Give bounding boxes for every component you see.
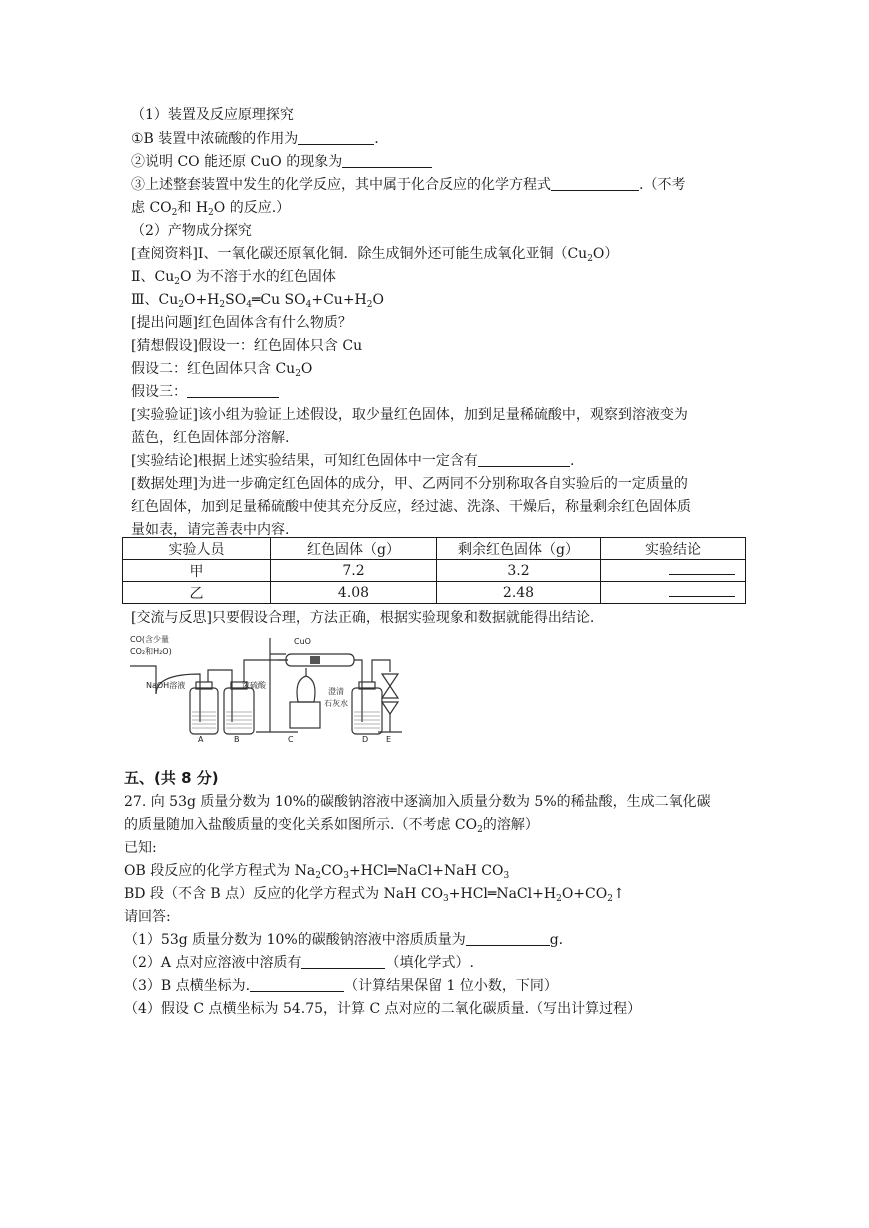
limewater-label-2: 石灰水	[324, 699, 348, 708]
ref2-b: O 为不溶于水的红色固体	[179, 269, 336, 285]
question-2-text: ②说明 CO 能还原 CuO 的现象为	[131, 154, 343, 170]
table-header-row	[123, 538, 746, 560]
cell-solid: 4.08	[271, 582, 437, 604]
ob-equation	[124, 860, 509, 882]
q3-cont-sub2: 2	[208, 208, 214, 218]
hyp3-text: 假设三：	[131, 384, 187, 400]
bottle-d	[352, 688, 382, 734]
ref3-d: ═Cu SO	[251, 292, 306, 308]
verification-line-1: [实验验证]该小组为验证上述假设，取少量红色固体，加到足量稀硫酸中，观察到溶液变为	[131, 407, 688, 423]
conclusion	[131, 450, 574, 472]
bd-sub2: 2	[556, 894, 562, 904]
cuo-sample	[310, 656, 320, 664]
bd-a: BD 段（不含 B 点）反应的化学方程式为 NaH CO	[124, 886, 444, 902]
tube-d-to-e	[372, 660, 390, 682]
conclusion-answer-blank[interactable]	[669, 562, 735, 575]
ref1-b: O）	[592, 246, 619, 262]
part1-heading: （1）装置及反应原理探究	[131, 107, 294, 123]
ref3-sub3: 4	[246, 300, 252, 310]
reference-3-equation	[131, 289, 384, 311]
data-processing-line-3: 量如表，请完善表中内容.	[131, 522, 290, 538]
verification-line-2: 蓝色，红色固体部分溶解.	[131, 430, 290, 446]
cell-person: 乙	[123, 582, 271, 604]
conclusion-text: [实验结论]根据上述实验结果，可知红色固体中一定含有	[131, 453, 478, 469]
conclusion-end: .	[569, 453, 575, 469]
answer-blank-1[interactable]	[298, 130, 374, 145]
lamp-stand	[290, 702, 320, 728]
s1-end: g.	[549, 932, 564, 948]
cell-remain: 2.48	[437, 582, 601, 604]
answer-blank-3[interactable]	[551, 176, 639, 191]
ref1-a: [查阅资料]Ⅰ、一氧化碳还原氧化铜．除生成铜外还可能生成氧化亚铜（Cu	[131, 246, 588, 262]
results-table	[122, 537, 746, 604]
cell-person: 甲	[123, 560, 271, 582]
data-processing-line-2: 红色固体，加到足量稀硫酸中使其充分反应，经过滤、洗涤、干燥后，称量剩余红色固体质	[131, 499, 691, 515]
q27-2b: 的溶解）	[482, 817, 539, 833]
question-1-end: .	[374, 131, 379, 147]
answer-blank-2[interactable]	[342, 153, 432, 168]
ref3-sub4: 4	[305, 300, 312, 310]
q27-2a: 的质量随加入盐酸质量的变化关系如图所示.（不考虑 CO	[124, 817, 478, 833]
cell-conclusion	[601, 560, 746, 582]
sub-question-3	[124, 975, 558, 997]
sub-question-1-blank[interactable]	[466, 931, 550, 946]
ob-sub3: 3	[503, 871, 510, 881]
question-3-text: ③上述整套装置中发生的化学反应，其中属于化合反应的化学方程式	[131, 177, 551, 193]
bd-sub1: 3	[443, 894, 449, 904]
section-5-title: 五、(共 8 分)	[124, 769, 219, 787]
hypothesis-3	[131, 381, 279, 403]
ref3-sub2: 2	[219, 300, 226, 310]
naoh-label: NaOH溶液	[146, 681, 186, 690]
ref3-c: SO	[225, 292, 247, 308]
question-3-continued	[131, 197, 290, 219]
header-solid: 红色固体（g）	[271, 538, 437, 560]
s2-text: （2）A 点对应溶液中溶质有	[124, 955, 302, 971]
gas-label-1: CO(含少量	[130, 635, 170, 644]
gas-label-2: CO₂和H₂O)	[130, 647, 172, 656]
h2so4-label: 浓硫酸	[242, 681, 266, 690]
q27-2sub: 2	[477, 825, 483, 835]
raise-question: [提出问题]红色固体含有什么物质？	[131, 315, 352, 331]
letter-c: C	[288, 735, 294, 744]
letter-e: E	[386, 735, 392, 744]
reflection: [交流与反思]只要假设合理，方法正确，根据实验现象和数据就能得出结论.	[131, 610, 595, 626]
answer-prompt: 请回答:	[124, 909, 171, 925]
bottle-b	[224, 688, 254, 734]
sub-question-2-blank[interactable]	[301, 954, 385, 969]
hypothesis-1: [猜想假设]假设一：红色固体只含 Cu	[131, 338, 363, 354]
naoh-liquid	[192, 712, 216, 728]
ref3-b: O+H	[183, 292, 220, 308]
q27-line-2	[124, 814, 539, 836]
ob-sub2: 3	[343, 871, 349, 881]
bd-sub3: 2	[607, 894, 613, 904]
data-processing-line-1: [数据处理]为进一步确定红色固体的成分，甲、乙两同不分别称取各自实验后的一定质量的	[131, 476, 688, 492]
ref3-f: O	[372, 292, 384, 308]
question-3-end: .（不考	[639, 177, 686, 193]
burner-e	[382, 674, 398, 714]
known-label: 已知:	[124, 840, 157, 856]
s2-end: （填化学式）.	[385, 955, 474, 971]
header-person: 实验人员	[123, 538, 271, 560]
acid-liquid	[226, 712, 252, 728]
hyp2-sub: 2	[295, 369, 301, 379]
ref3-e: +Cu+H	[311, 292, 367, 308]
ref3-sub1: 2	[178, 300, 184, 310]
s3-text: （3）B 点横坐标为.	[124, 978, 251, 994]
part2-heading: （2）产物成分探究	[131, 223, 252, 239]
letter-b: B	[234, 735, 240, 744]
sub-question-1	[124, 929, 563, 951]
hyp2-b: O	[300, 361, 313, 377]
sub-question-2	[124, 952, 474, 974]
table-row	[123, 560, 746, 582]
alcohol-lamp	[297, 676, 315, 702]
question-3	[131, 174, 685, 196]
header-conclusion: 实验结论	[601, 538, 746, 560]
bd-equation	[124, 883, 625, 905]
cell-remain: 3.2	[437, 560, 601, 582]
tube-c-to-d	[354, 660, 362, 722]
reference-1	[131, 243, 618, 265]
cell-solid: 7.2	[271, 560, 437, 582]
tube-a-to-b	[208, 670, 232, 722]
limewater-liquid	[354, 712, 380, 728]
conclusion-answer-blank[interactable]	[669, 584, 735, 597]
tube-b-to-c	[244, 660, 288, 682]
ob-sub1: 2	[315, 871, 321, 881]
hypothesis-2	[131, 358, 312, 380]
sub-question-3-blank[interactable]	[250, 977, 344, 992]
q3-cont-sub: 2	[171, 208, 178, 218]
ref3-a: Ⅲ、Cu	[131, 292, 179, 308]
cuo-label: CuO	[294, 637, 311, 646]
sub-question-4: （4）假设 C 点横坐标为 54.75，计算 C 点对应的二氧化碳质量.（写出计算过程）	[124, 1001, 642, 1017]
ob-c: +HCl═NaCl+NaH CO	[348, 863, 504, 879]
letter-d: D	[362, 735, 369, 744]
q3-cont-a: 虑 CO	[131, 200, 172, 216]
table-row	[123, 582, 746, 604]
hyp2-a: 假设二：红色固体只含 Cu	[131, 361, 296, 377]
hypothesis-3-blank[interactable]	[187, 383, 279, 398]
bd-d: ↑	[612, 886, 625, 902]
bd-b: +HCl═NaCl+H	[448, 886, 557, 902]
q3-cont-c: O 的反应.）	[213, 200, 291, 216]
q3-cont-b: 和 H	[177, 200, 209, 216]
question-1	[131, 128, 379, 150]
cell-conclusion	[601, 582, 746, 604]
s3-end: （计算结果保留 1 位小数，下同）	[344, 978, 558, 994]
ob-b: CO	[321, 863, 344, 879]
letter-a: A	[198, 735, 204, 744]
ref2-a: Ⅱ、Cu	[131, 269, 175, 285]
conclusion-blank[interactable]	[478, 452, 570, 467]
question-1-text: ①B 装置中浓硫酸的作用为	[131, 131, 299, 147]
ob-a: OB 段反应的化学方程式为 Na	[124, 863, 316, 879]
ref2-sub: 2	[174, 277, 180, 287]
bottle-a	[190, 688, 218, 734]
s1-text: （1）53g 质量分数为 10%的碳酸钠溶液中溶质质量为	[124, 932, 466, 948]
header-remain: 剩余红色固体（g）	[437, 538, 601, 560]
reference-2	[131, 266, 336, 288]
limewater-label-1: 澄清	[328, 687, 344, 696]
bd-c: O+CO	[561, 886, 608, 902]
ref1-sub: 2	[587, 254, 593, 264]
ref3-sub5: 2	[366, 300, 373, 310]
apparatus-diagram	[128, 632, 404, 744]
question-2	[131, 151, 432, 173]
q27-line-1: 27. 向 53g 质量分数为 10%的碳酸钠溶液中逐滴加入质量分数为 5%的稀盐酸，生成二氧化碳	[124, 794, 711, 810]
